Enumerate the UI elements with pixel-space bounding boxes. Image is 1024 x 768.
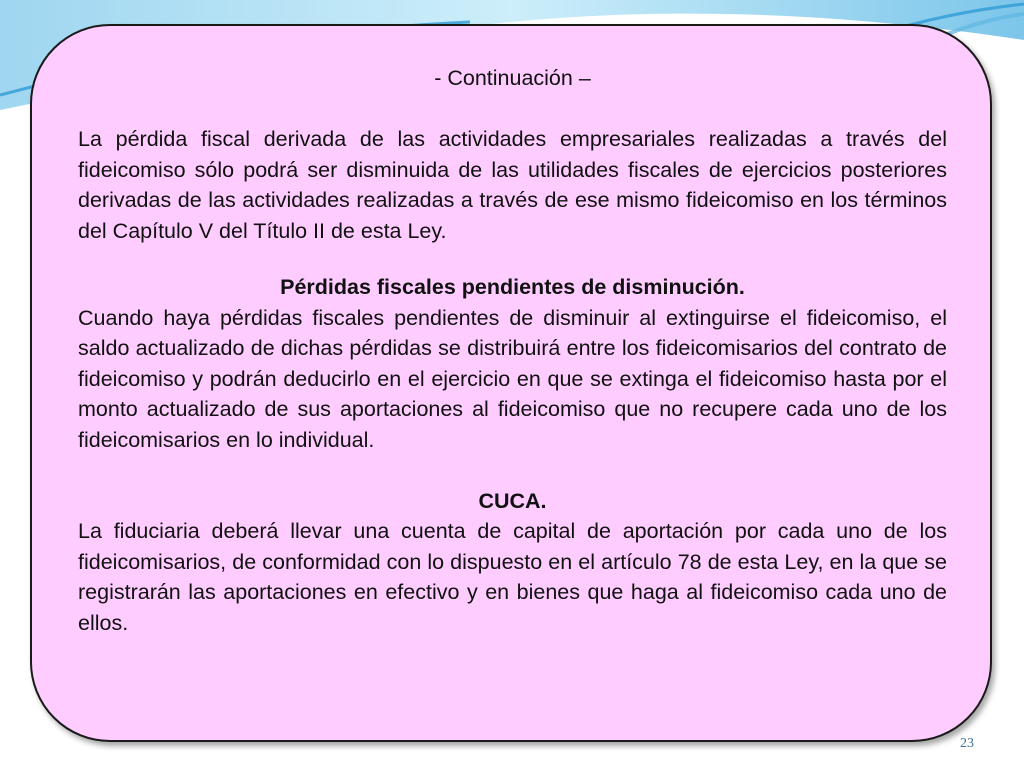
heading-pending-losses: Pérdidas fiscales pendientes de disminución. [280,275,745,299]
heading-cuca: CUCA. [478,488,547,513]
continuation-label: - Continuación – [434,66,591,90]
paragraph-pending-losses: Cuando haya pérdidas fiscales pendientes de disminuir al extinguirse el fideicomiso, el saldo actualizado de dichas pérdidas se distribuirá entre los fideicomisarios del contrato de fideicomiso y podrán deducirlo en el ejercicio en que se extinga el fideicomiso hasta por el monto actualizado de sus aportaciones al fideicomiso que no recupere cada uno de los fideicomisarios en lo individual. [78,305,947,452]
paragraph-cuca: La fiduciaria deberá llevar una cuenta de capital de aportación por cada uno de los fideicomisarios, de conformidad con lo dispuesto en el artículo 78 de esta Ley, en la que se registrarán las aportaciones en efectivo y en bienes que haga al fideicomiso cada uno de ellos. [78,519,947,635]
slide-text-body [78,63,947,638]
spacer [78,455,947,486]
page-number: 23 [960,736,974,751]
spacer [78,246,947,272]
spacer [78,94,947,125]
paragraph-loss-deduction: La pérdida fiscal derivada de las actividades empresariales realizadas a través del fideicomiso sólo podrá ser disminuida de las utilidades fiscales de ejercicios posteriores derivadas de las actividades realizadas a través de ese mismo fideicomiso en los términos del Capítulo V del Título II de esta Ley. [78,127,947,243]
